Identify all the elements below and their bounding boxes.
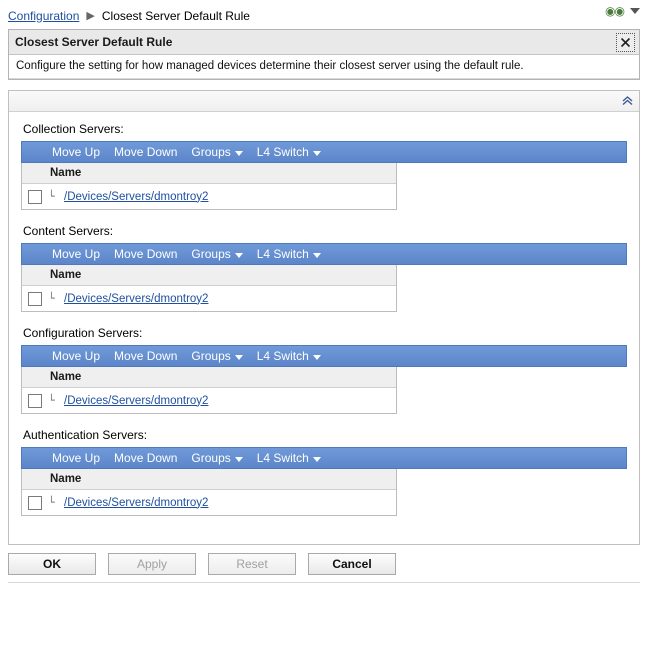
- toolbar: [21, 345, 627, 367]
- toolbar: [21, 243, 627, 265]
- panel-description: Configure the setting for how managed devices determine their closest server using the default rule.: [9, 55, 639, 79]
- row-checkbox[interactable]: [28, 292, 42, 306]
- settings-card: [8, 90, 640, 545]
- toolbar: [21, 447, 627, 469]
- move-up-button[interactable]: Move Up: [52, 247, 101, 261]
- servers-table: [21, 469, 397, 516]
- move-down-button[interactable]: Move Down: [114, 451, 178, 465]
- breadcrumb: [0, 0, 648, 26]
- l4-switch-menu-label: L4 Switch: [256, 145, 309, 159]
- breadcrumb-tools: [605, 4, 640, 18]
- row-checkbox[interactable]: [28, 496, 42, 510]
- glasses-icon[interactable]: ◉◉: [605, 4, 624, 18]
- card-topbar: [9, 91, 639, 112]
- move-down-button[interactable]: Move Down: [114, 349, 178, 363]
- close-icon[interactable]: [616, 33, 635, 52]
- table-header-row: [22, 265, 396, 286]
- l4-switch-menu[interactable]: [257, 349, 321, 363]
- table-row[interactable]: [22, 184, 396, 209]
- cancel-button[interactable]: Cancel: [308, 553, 396, 575]
- footer-divider: [8, 582, 640, 583]
- l4-switch-menu-label: L4 Switch: [256, 247, 309, 261]
- column-header-name: Name: [50, 473, 82, 485]
- page-title: Closest Server Default Rule: [15, 35, 173, 49]
- move-down-button[interactable]: Move Down: [114, 145, 178, 159]
- tree-branch-icon: └: [48, 190, 55, 203]
- row-name-cell: [48, 497, 396, 509]
- section-configuration-servers: [21, 326, 627, 414]
- apply-button: Apply: [108, 553, 196, 575]
- row-checkbox-cell: [22, 190, 48, 204]
- breadcrumb-link-configuration[interactable]: Configuration: [8, 8, 80, 23]
- move-up-button[interactable]: Move Up: [52, 451, 101, 465]
- servers-table: [21, 163, 397, 210]
- chevron-down-icon: [235, 253, 243, 258]
- l4-switch-menu[interactable]: [257, 145, 321, 159]
- l4-switch-menu-label: L4 Switch: [256, 349, 309, 363]
- chevron-down-icon: [235, 355, 243, 360]
- ok-button[interactable]: OK: [8, 553, 96, 575]
- row-checkbox[interactable]: [28, 190, 42, 204]
- section-content-servers: [21, 224, 627, 312]
- groups-menu-label: Groups: [191, 145, 231, 159]
- column-header-name: Name: [50, 167, 82, 179]
- move-up-button[interactable]: Move Up: [52, 145, 101, 159]
- groups-menu-label: Groups: [191, 349, 231, 363]
- chevron-down-icon: [235, 151, 243, 156]
- tree-branch-icon: └: [48, 496, 55, 509]
- section-authentication-servers: [21, 428, 627, 516]
- section-label: Authentication Servers:: [23, 428, 148, 442]
- table-header-row: [22, 469, 396, 490]
- server-path-link[interactable]: /Devices/Servers/dmontroy2: [64, 496, 209, 509]
- chevron-down-icon: [313, 355, 321, 360]
- chevron-down-icon: [313, 457, 321, 462]
- chevron-down-icon[interactable]: [630, 8, 640, 14]
- card-body: [9, 112, 639, 544]
- section-label: Configuration Servers:: [23, 326, 143, 340]
- toolbar: [21, 141, 627, 163]
- chevron-down-icon: [313, 253, 321, 258]
- breadcrumb-current: Closest Server Default Rule: [101, 8, 250, 23]
- server-path-link[interactable]: /Devices/Servers/dmontroy2: [64, 190, 209, 203]
- row-name-cell: [48, 293, 396, 305]
- table-header-row: [22, 367, 396, 388]
- chevron-down-icon: [235, 457, 243, 462]
- groups-menu-label: Groups: [191, 451, 231, 465]
- panel: [8, 29, 640, 80]
- groups-menu[interactable]: [191, 247, 242, 261]
- groups-menu[interactable]: [191, 349, 242, 363]
- table-row[interactable]: [22, 286, 396, 311]
- row-checkbox-cell: [22, 394, 48, 408]
- panel-header: [9, 30, 639, 55]
- reset-button: Reset: [208, 553, 296, 575]
- table-row[interactable]: [22, 388, 396, 413]
- servers-table: [21, 265, 397, 312]
- chevron-down-icon: [313, 151, 321, 156]
- section-collection-servers: [21, 122, 627, 210]
- section-label: Collection Servers:: [23, 122, 124, 136]
- table-header-row: [22, 163, 396, 184]
- move-up-button[interactable]: Move Up: [52, 349, 101, 363]
- dialog-footer: [8, 553, 640, 575]
- row-checkbox-cell: [22, 292, 48, 306]
- table-row[interactable]: [22, 490, 396, 515]
- collapse-icon[interactable]: [619, 92, 636, 109]
- l4-switch-menu-label: L4 Switch: [256, 451, 309, 465]
- servers-table: [21, 367, 397, 414]
- row-checkbox[interactable]: [28, 394, 42, 408]
- row-name-cell: [48, 395, 396, 407]
- section-label: Content Servers:: [23, 224, 114, 238]
- row-checkbox-cell: [22, 496, 48, 510]
- tree-branch-icon: └: [48, 292, 55, 305]
- row-name-cell: [48, 191, 396, 203]
- l4-switch-menu[interactable]: [257, 247, 321, 261]
- l4-switch-menu[interactable]: [257, 451, 321, 465]
- breadcrumb-separator-icon: ▶: [86, 10, 95, 22]
- groups-menu[interactable]: [191, 145, 242, 159]
- tree-branch-icon: └: [48, 394, 55, 407]
- column-header-name: Name: [50, 269, 82, 281]
- server-path-link[interactable]: /Devices/Servers/dmontroy2: [64, 292, 209, 305]
- move-down-button[interactable]: Move Down: [114, 247, 178, 261]
- server-path-link[interactable]: /Devices/Servers/dmontroy2: [64, 394, 209, 407]
- column-header-name: Name: [50, 371, 82, 383]
- groups-menu[interactable]: [191, 451, 242, 465]
- groups-menu-label: Groups: [191, 247, 231, 261]
